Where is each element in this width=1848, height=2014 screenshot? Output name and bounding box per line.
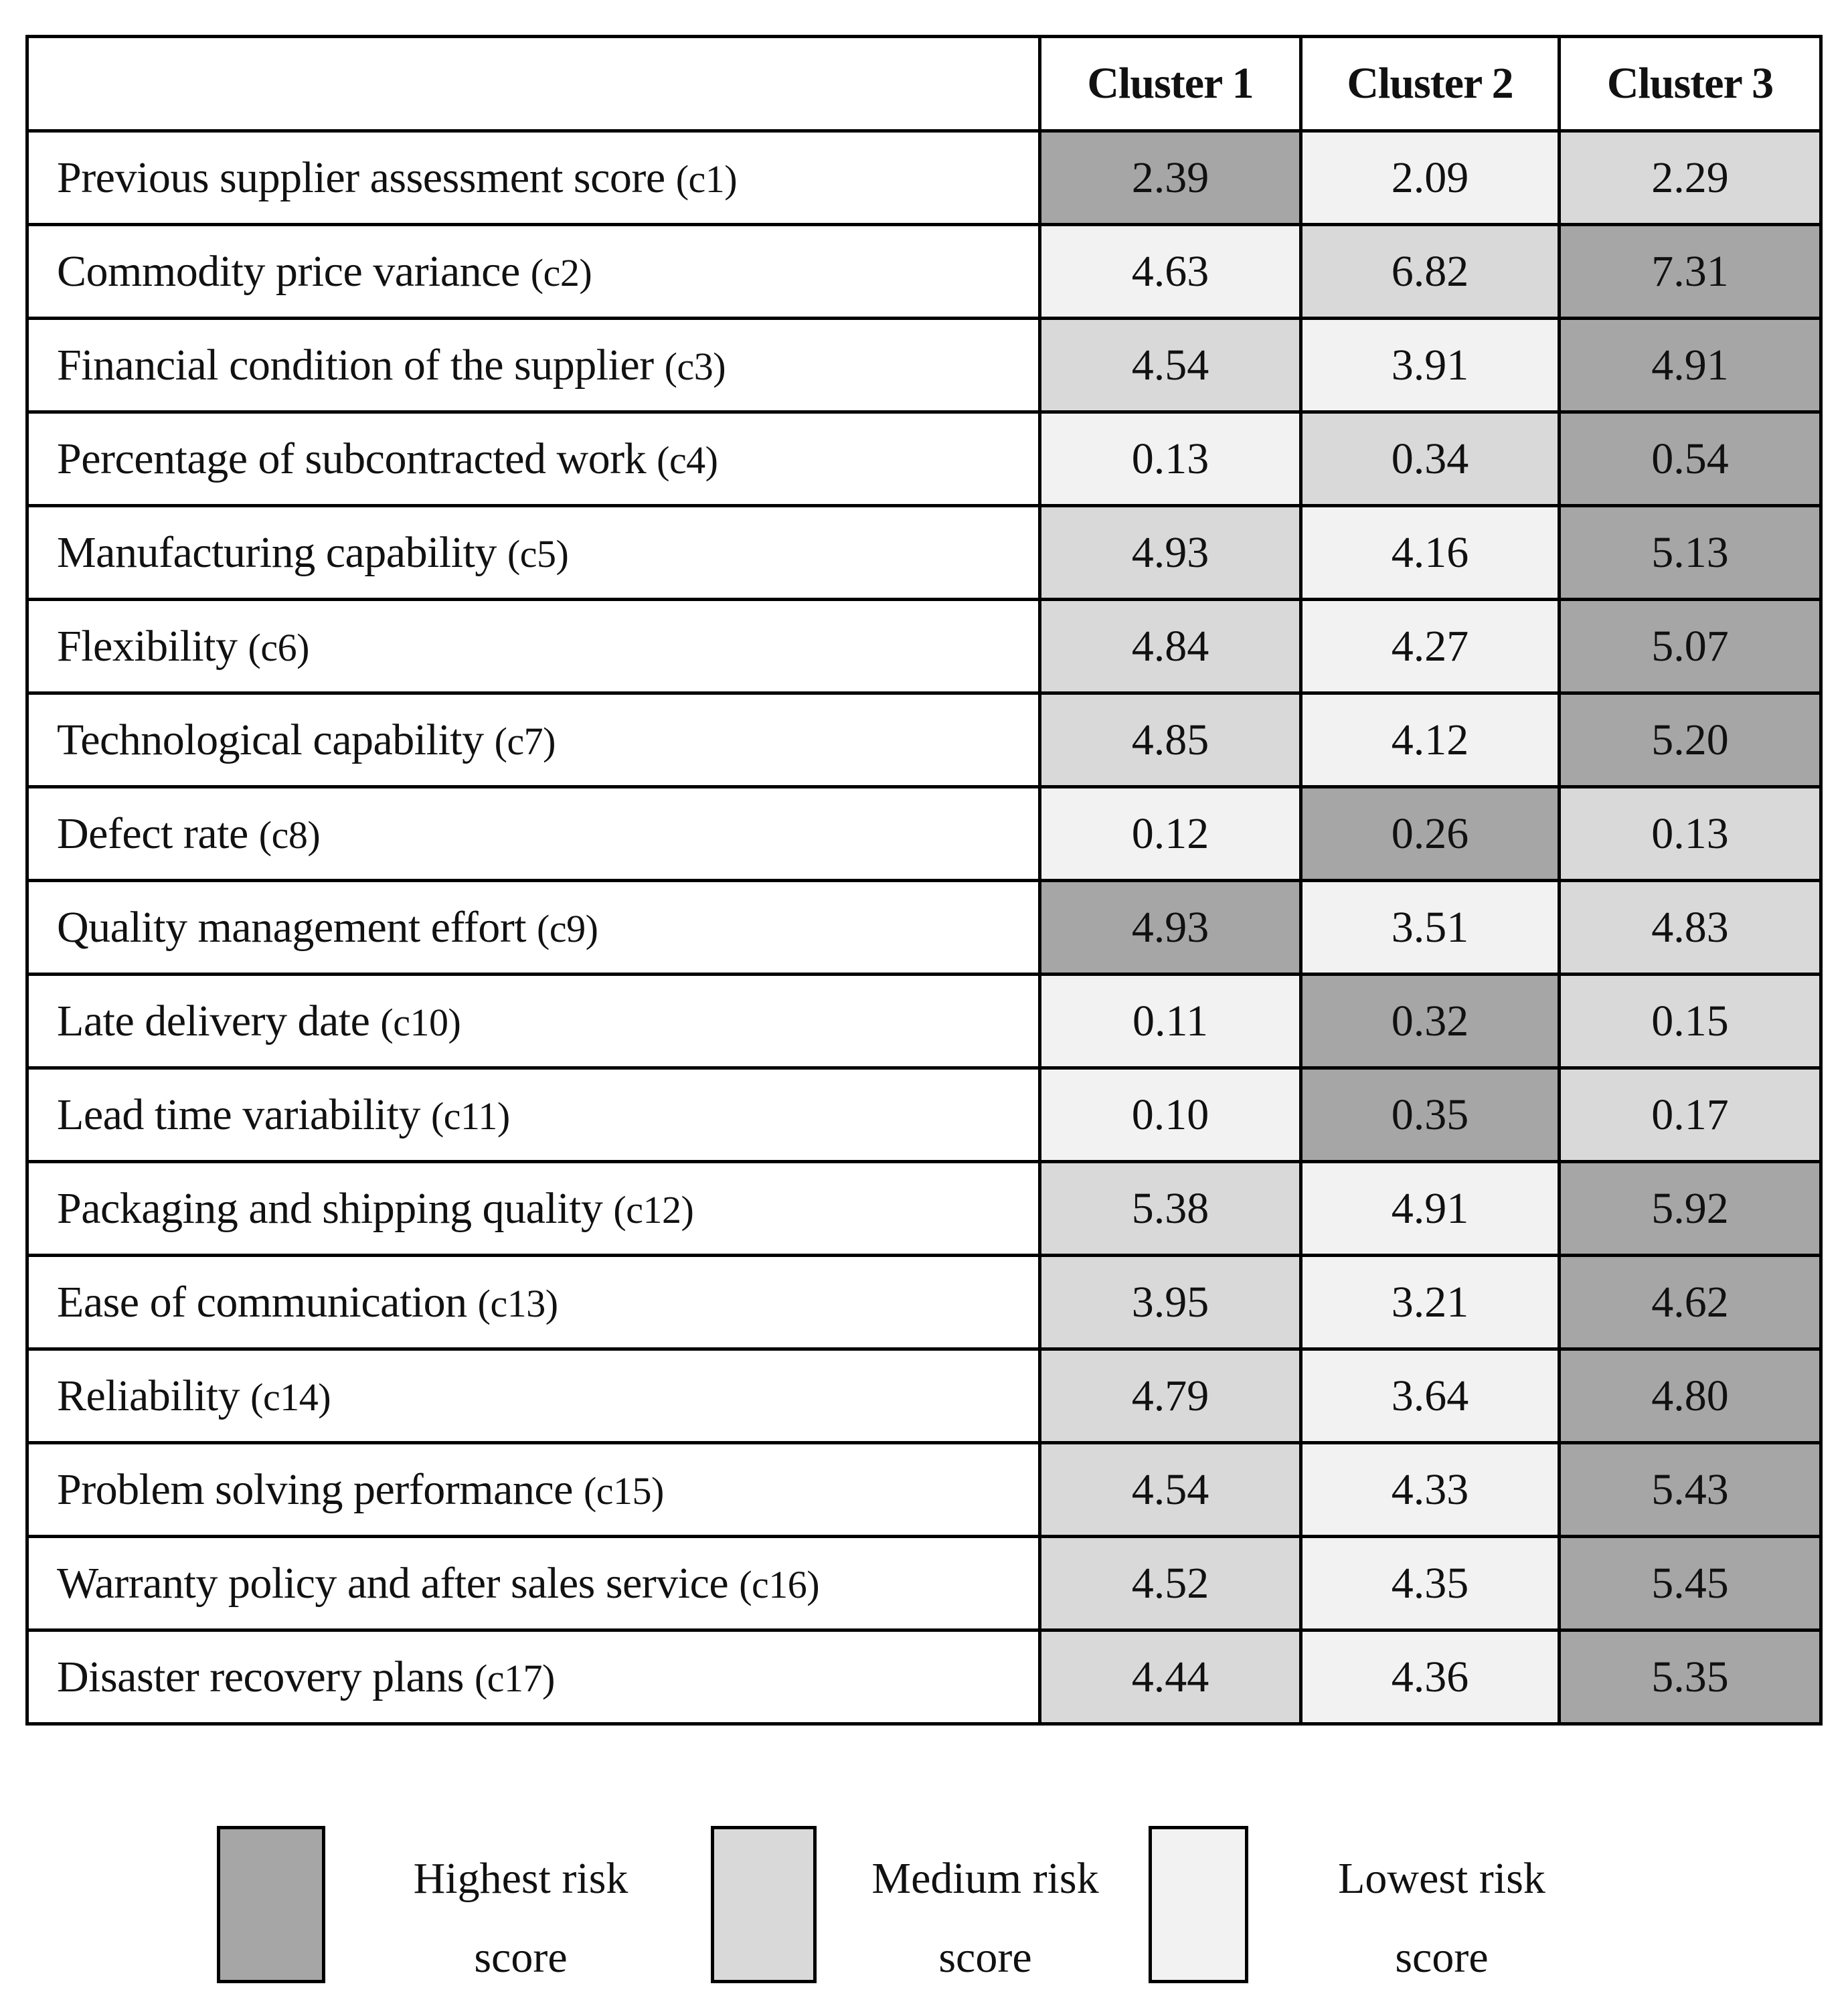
cluster-2-value-cell: 4.91: [1301, 1162, 1560, 1256]
criterion-code: (c16): [739, 1562, 820, 1606]
cluster-1-value-cell: 4.54: [1040, 319, 1301, 412]
cluster-1-value-cell: 4.85: [1040, 693, 1301, 787]
cluster-3-value-cell: 5.07: [1560, 600, 1821, 693]
header-cluster-2: Cluster 2: [1301, 37, 1560, 131]
cluster-3-value-cell: 0.13: [1560, 787, 1821, 881]
cluster-2-value-cell: 4.12: [1301, 693, 1560, 787]
table-row: [27, 225, 1821, 319]
cluster-2-value-cell: 0.35: [1301, 1068, 1560, 1162]
criterion-label-cell: [27, 131, 1040, 225]
legend-swatch-lowest: [1149, 1826, 1248, 1983]
cluster-3-value-cell: 5.13: [1560, 506, 1821, 600]
cluster-2-value-cell: 4.33: [1301, 1443, 1560, 1537]
criterion-code: (c4): [657, 438, 718, 482]
header-cluster-3: Cluster 3: [1560, 37, 1821, 131]
criterion-label-cell: [27, 1349, 1040, 1443]
cluster-1-value-cell: 3.95: [1040, 1256, 1301, 1349]
criterion-label-cell: [27, 1443, 1040, 1537]
criterion-label-cell: [27, 693, 1040, 787]
legend-label-lowest-line1: Lowest risk: [1338, 1854, 1545, 1903]
criterion-code: (c13): [477, 1281, 558, 1325]
legend-label-highest-line2: score: [474, 1933, 568, 1982]
table-row: [27, 1349, 1821, 1443]
criterion-name: Flexibility: [57, 621, 238, 671]
cluster-3-value-cell: 0.54: [1560, 412, 1821, 506]
criterion-code: (c5): [507, 531, 569, 576]
cluster-1-value-cell: 2.39: [1040, 131, 1301, 225]
criterion-code: (c2): [530, 250, 592, 295]
table-row: [27, 1443, 1821, 1537]
criterion-label-cell: [27, 412, 1040, 506]
legend-label-lowest-line2: score: [1395, 1933, 1489, 1982]
legend-label-medium-line2: score: [938, 1933, 1032, 1982]
cluster-1-value-cell: 0.10: [1040, 1068, 1301, 1162]
cluster-1-value-cell: 0.12: [1040, 787, 1301, 881]
cluster-3-value-cell: 5.20: [1560, 693, 1821, 787]
cluster-3-value-cell: 4.83: [1560, 881, 1821, 975]
criterion-name: Reliability: [57, 1371, 240, 1420]
criterion-label-cell: [27, 881, 1040, 975]
cluster-1-value-cell: 4.63: [1040, 225, 1301, 319]
criterion-name: Late delivery date: [57, 996, 370, 1045]
table-row: [27, 1068, 1821, 1162]
criterion-code: (c15): [583, 1468, 664, 1513]
criterion-name: Manufacturing capability: [57, 527, 497, 577]
cluster-1-value-cell: 5.38: [1040, 1162, 1301, 1256]
cluster-3-value-cell: 4.80: [1560, 1349, 1821, 1443]
criterion-name: Percentage of subcontracted work: [57, 434, 647, 483]
cluster-3-value-cell: 0.17: [1560, 1068, 1821, 1162]
criterion-label-cell: [27, 600, 1040, 693]
table-body: [27, 131, 1821, 1724]
criterion-code: (c10): [380, 1000, 461, 1044]
criterion-code: (c3): [664, 344, 726, 388]
criterion-code: (c14): [250, 1375, 331, 1419]
criterion-name: Problem solving performance: [57, 1464, 573, 1514]
cluster-2-value-cell: 3.64: [1301, 1349, 1560, 1443]
table-row: [27, 1256, 1821, 1349]
cluster-3-value-cell: 5.43: [1560, 1443, 1821, 1537]
criterion-code: (c8): [258, 813, 321, 857]
header-empty-cell: [27, 37, 1040, 131]
header-row: [27, 37, 1821, 131]
cluster-1-value-cell: 0.11: [1040, 975, 1301, 1068]
criterion-name: Financial condition of the supplier: [57, 340, 654, 390]
cluster-3-value-cell: 4.62: [1560, 1256, 1821, 1349]
cluster-2-value-cell: 0.34: [1301, 412, 1560, 506]
cluster-3-value-cell: 5.35: [1560, 1630, 1821, 1724]
cluster-2-value-cell: 4.27: [1301, 600, 1560, 693]
criterion-name: Disaster recovery plans: [57, 1652, 464, 1701]
cluster-3-value-cell: 5.92: [1560, 1162, 1821, 1256]
criterion-label-cell: [27, 225, 1040, 319]
cluster-3-value-cell: 0.15: [1560, 975, 1821, 1068]
criterion-label-cell: [27, 1537, 1040, 1630]
cluster-2-value-cell: 3.21: [1301, 1256, 1560, 1349]
criterion-name: Lead time variability: [57, 1090, 420, 1139]
table-row: [27, 319, 1821, 412]
criterion-label-cell: [27, 319, 1040, 412]
risk-legend: [0, 1826, 1848, 1990]
criterion-name: Previous supplier assessment score: [57, 153, 665, 202]
criterion-name: Technological capability: [57, 715, 484, 764]
criterion-label-cell: [27, 506, 1040, 600]
cluster-3-value-cell: 7.31: [1560, 225, 1821, 319]
cluster-2-value-cell: 4.35: [1301, 1537, 1560, 1630]
cluster-2-value-cell: 4.16: [1301, 506, 1560, 600]
legend-label-medium: [845, 1839, 1126, 1997]
legend-label-highest: [380, 1839, 661, 1997]
cluster-1-value-cell: 0.13: [1040, 412, 1301, 506]
cluster-3-value-cell: 2.29: [1560, 131, 1821, 225]
criterion-code: (c6): [248, 625, 309, 669]
cluster-2-value-cell: 4.36: [1301, 1630, 1560, 1724]
criterion-label-cell: [27, 1162, 1040, 1256]
cluster-1-value-cell: 4.93: [1040, 506, 1301, 600]
criterion-name: Defect rate: [57, 809, 248, 858]
criterion-label-cell: [27, 787, 1040, 881]
criterion-name: Quality management effort: [57, 902, 527, 952]
table-row: [27, 600, 1821, 693]
cluster-2-value-cell: 0.32: [1301, 975, 1560, 1068]
cluster-2-value-cell: 2.09: [1301, 131, 1560, 225]
criterion-code: (c12): [613, 1187, 694, 1232]
cluster-2-value-cell: 0.26: [1301, 787, 1560, 881]
criterion-code: (c9): [537, 906, 598, 950]
criterion-code: (c11): [430, 1094, 510, 1138]
cluster-1-value-cell: 4.54: [1040, 1443, 1301, 1537]
table-row: [27, 881, 1821, 975]
table-row: [27, 1630, 1821, 1724]
criterion-label-cell: [27, 1256, 1040, 1349]
cluster-2-value-cell: 3.91: [1301, 319, 1560, 412]
criterion-label-cell: [27, 1630, 1040, 1724]
criterion-name: Warranty policy and after sales service: [57, 1558, 729, 1608]
criterion-code: (c17): [474, 1656, 555, 1700]
legend-swatch-medium: [711, 1826, 817, 1983]
criterion-name: Packaging and shipping quality: [57, 1183, 603, 1233]
cluster-3-value-cell: 5.45: [1560, 1537, 1821, 1630]
cluster-1-value-cell: 4.93: [1040, 881, 1301, 975]
criterion-name: Commodity price variance: [57, 246, 520, 296]
cluster-2-value-cell: 6.82: [1301, 225, 1560, 319]
cluster-1-value-cell: 4.44: [1040, 1630, 1301, 1724]
table-row: [27, 412, 1821, 506]
criterion-label-cell: [27, 975, 1040, 1068]
criterion-code: (c7): [494, 719, 556, 763]
header-cluster-1: Cluster 1: [1040, 37, 1301, 131]
cluster-1-value-cell: 4.84: [1040, 600, 1301, 693]
legend-label-lowest: [1301, 1839, 1582, 1997]
criterion-code: (c1): [675, 157, 738, 201]
criterion-name: Ease of communication: [57, 1277, 467, 1327]
table-row: [27, 131, 1821, 225]
cluster-3-value-cell: 4.91: [1560, 319, 1821, 412]
cluster-1-value-cell: 4.52: [1040, 1537, 1301, 1630]
legend-label-medium-line1: Medium risk: [871, 1854, 1099, 1903]
criterion-label-cell: [27, 1068, 1040, 1162]
legend-swatch-highest: [217, 1826, 325, 1983]
table-row: [27, 1537, 1821, 1630]
table-row: [27, 787, 1821, 881]
cluster-1-value-cell: 4.79: [1040, 1349, 1301, 1443]
legend-label-highest-line1: Highest risk: [413, 1854, 628, 1903]
risk-score-table: [25, 35, 1823, 1726]
cluster-2-value-cell: 3.51: [1301, 881, 1560, 975]
table-row: [27, 975, 1821, 1068]
table-row: [27, 693, 1821, 787]
table-row: [27, 1162, 1821, 1256]
table-row: [27, 506, 1821, 600]
